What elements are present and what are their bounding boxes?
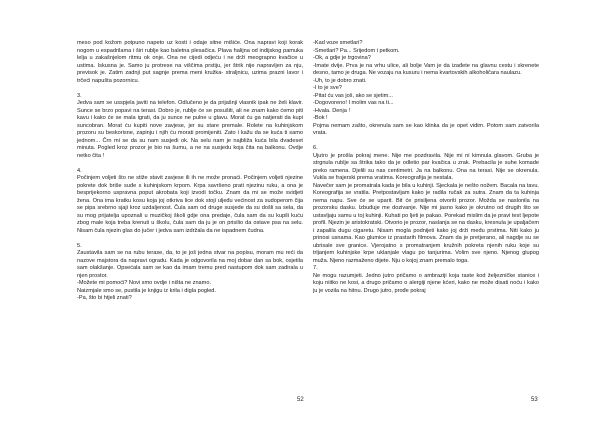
paragraph-gap xyxy=(77,235,303,243)
paragraph-gap xyxy=(77,160,303,168)
paragraph: Ujutro je prošla pokraj mene. Nije me pozdravila. Nije mi ni kimnula glavom. Gruba je strgnula rublje sa štrika tako da je odletio par kvačica u zrak. Prebacila je suhe komade preko ramena. Djelili su nas centimetri. Ja na balkonu. Ona na terasi. Nije se okrenula. Vukla se frajerski prema vratima. Koreografija je nestala. xyxy=(313,152,539,181)
paragraph: -Kad voze smetlari? xyxy=(313,40,363,46)
paragraph: -Pa, što bi htjeli znati? xyxy=(77,295,132,301)
paragraph: -Uh, to je dobro znati. xyxy=(313,77,367,84)
paragraph-gap xyxy=(77,85,303,93)
paragraph: -I to je sve? xyxy=(313,85,342,91)
paragraph: -Dogovoreno! I molim vas na ti... xyxy=(313,100,394,106)
paragraph: -Bok ! xyxy=(313,115,328,121)
paragraph-gap xyxy=(313,138,539,146)
paragraph: -Hvala. Denja ! xyxy=(313,107,350,114)
left-page xyxy=(77,40,303,405)
paragraph: Zaustavila sam se na rubu terase, da, to je još jedna stvar na popisu, moram mu reći da nazove majstora da napravi ogradu. Kada je odgovorila na moj dobar dan sa bok, osjetila sam olakšanje. Opsećala sam se kao da imam tremu pred nastupom dok sam zadirala u njen prostor. xyxy=(77,250,303,279)
paragraph: -Imate dvije. Prva je na vrhu ulice, ali bolje Vam je da izađete na glavnu cestu i skrenete desno, tamo je druga. Ne vozaju na kusuru i nema kvartovskih alkoholičara naulazu. xyxy=(313,62,539,76)
section-number: 6. xyxy=(313,145,318,151)
right-page-text xyxy=(313,40,539,295)
section-number: 3. xyxy=(77,92,82,99)
page-number-right: 53 xyxy=(531,397,538,403)
right-page xyxy=(313,40,539,405)
paragraph: Navečer sam je promatrala kada je bila u kuhinji. Sjeckala je nešto nožem. Bacala na tavu. Koreografija se vratila. Pretpostavljam kako je radila ručak za sutra. Znam da ta kuhinja nema napu. Sve će se uparit. Bit će prisiljena otvoriti prozor. Možda se naslonila na prozorsku dasku. Izbuđuje me dozivanje. Nije mi jasno kako je okrutno od drugih što se ustavljaju samu u toj kuhinji. Kuhati po ljeti je pakao. Porekad mislim da je pravi test ljepote profil. Njezin je aristokratski. Otvorio je prozor, naslanja se na dasku, kresnula je upaljačem i zapalila dugu cigaretu. Nisam mogla podnijeti kako joj drži među prstima. Niti kako ju prinosi usnama. Kao glumice iz prastarih filmova. Znam da je pretjerano, ali nagdje su se ubrisale sve granice. Vjerojatno s promatranjem kružnih pokreta njenih ruku koje su trljanjem kuhinjske krpe uklanjale vlagu po tanjurima. Volim sve njeno. Njenog glupog muža. Njeno razmaženo dijete. Nju o kojoj znam premalo toga. xyxy=(313,182,539,264)
paragraph: -Smetlari? Pa... Srijedom i petkom. xyxy=(313,47,400,54)
left-page-text xyxy=(77,40,303,303)
paragraph: -Ok, a gdje je trgovina? xyxy=(313,55,371,61)
paragraph: meso pod kožom potpuno napeto uz kosti i odaje sitne mišiće. Ona napravi koji korak nogom u espadrilama i širi rublje kao baletna plesačica. Plava halijna od indijskog pamuka lelja u zakašnjelom ritmu ok onje. Ona ne cijedi odjeću i ne drži meograpno kvačice u ustima. Iskusna je. Samo ju protrese na viščima prstiju, jer štrik nije napravljen za nju, previsok je. Zatim zadnji put sagnje prema meni kružka- straljnicu, uzima prazni lavor i trčeći napušta pozornicu. xyxy=(77,40,303,84)
section-number: 4. xyxy=(77,167,82,174)
paragraph: -Pitat ću vas još, ako se sjetim... xyxy=(313,92,393,99)
page-number-left: 52 xyxy=(297,397,304,403)
paragraph: Počinjem voljeti što ne stiže stavit zavjese ili ih ne može pronaći. Počinjem voljeti njezine pokrete dok briše suđe s kuhinjskom krpom. Krpa savršeno prati njezinu ruku, a ona je besprijekorno usprаvna poput akrobata koji izvodi točku. Znam da mi se može svidjeti žena. Ona ima kratku kosu koja joj otkriva lice dok stoji uljeđu većinost za sudoperom čija se pipa srebrno sjaji kroz uzdaljenost. Čula sam od druge susjede da su došli sa sela, da su mog prijatelja upoznali u muzičkoj školi gdje ona predaje, čula sam da su kupili kuću zbog male koja treba krenuti u školu, čula sam da ju je on prisilio da ostave psa na selu. Nisam čula njezin glas do jučer i jedva sam izdržala da ne ispadnem čudna. xyxy=(77,175,303,234)
paragraph: Pojma nemam zašto, okrenula sam se kao klinka da je opet vidim. Potom sam zatvorila vrata. xyxy=(313,122,539,136)
section-number: 7. xyxy=(313,265,318,271)
paragraph: Jedva sam se usspjela javiti na telefon. Odlučeno je da prijašnji vlasnik ipak ne želi klavir. Sunce se brzo popavi na terasi. Dobro je, rublje će se posušiti, ali ne znam kako ćemo piti kavu i kako će se mala igrati, da ju sunce ne pulne u glavu. Morat ću ga natjerati da kupi suncobran. Morat ću kupiti nove zavjese, jer su stare premale. Rolete na kuhinjskom prozoru su beskorisne, zapinju i njih ću morati promijeniti. Zato i kažu da se kuća ti samo jednom... Črn mi se da su nam susjedi ok. Na selu nam je najbliža kuća bila dvadeset minuta. Pogled kroz prozor je bio na šumu, a ne na susjedu koja čita na balkonu. Ovdje netko čita ! xyxy=(77,100,303,159)
paragraph: Ne mogu razumjeti. Jedno jutro pričamo o ambraziji koja raste kod željezničke stanice i koju niitko ne kosi, a drugo pričamo o alergiji njene kćeri, kako ne može disati noću i kako ju je vozila na hitnu. Drugo jutro, prođe pokraj xyxy=(313,272,539,294)
paragraph: -Možete mi pomoći? Novi smo ovdje i ništa ne znamo. xyxy=(77,280,211,286)
paragraph: Naizmjale smo se, pustila je knjigu iz krila i digla pogled. xyxy=(77,287,216,294)
section-number: 5. xyxy=(77,242,82,249)
